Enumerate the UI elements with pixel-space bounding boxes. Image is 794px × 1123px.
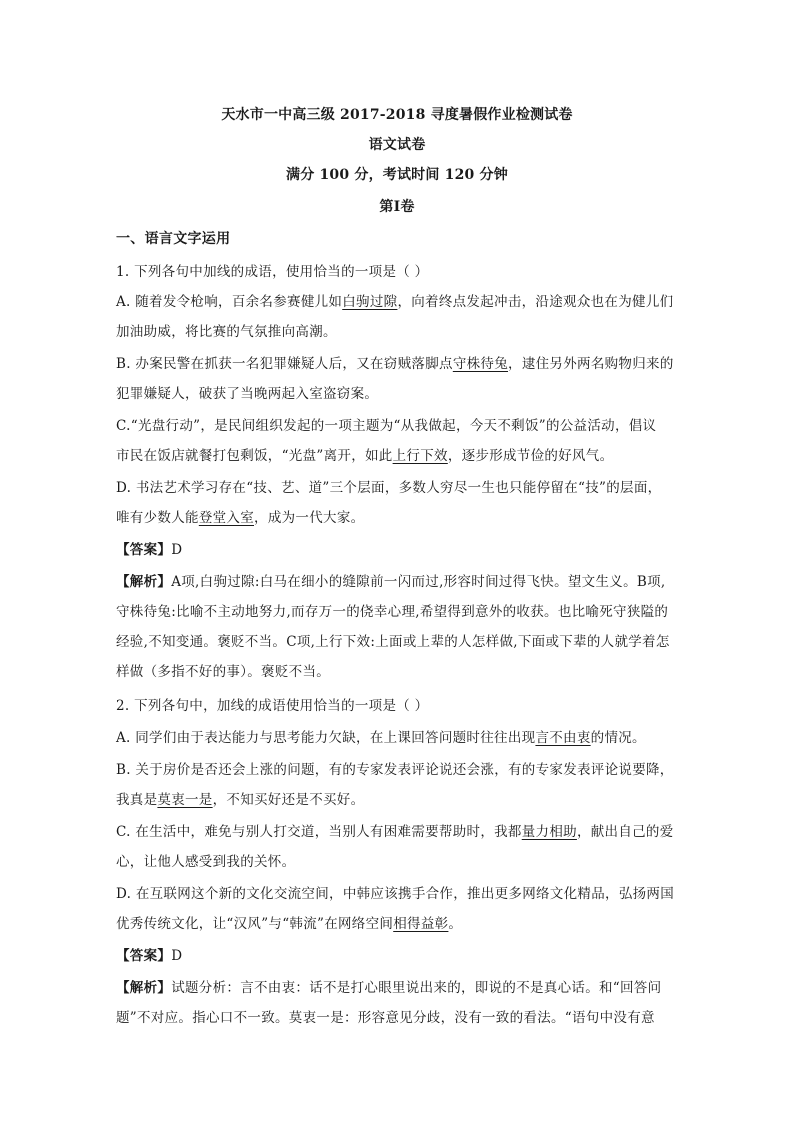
q2-option-b: B. 关于房价是否还会上涨的问题，有的专家发表评论说还会涨，有的专家发表评论说要降， (116, 762, 674, 778)
underlined-idiom: 相得益彰 (393, 916, 449, 932)
answer-value: D (171, 948, 183, 964)
q1-analysis-cont: 经验,不知变通。褒贬不当。C项,上行下效:上面或上辈的人怎样做,下面或下辈的人就学着怎 (116, 634, 670, 650)
answer-value: D (171, 542, 183, 558)
q1-option-c-cont (116, 444, 682, 464)
text: A. 随着发令枪响，百余名参赛健儿如 (116, 294, 343, 310)
exam-subtitle: 语文试卷 (368, 137, 426, 153)
underlined-idiom: 言不由衷 (535, 730, 591, 746)
question-1-stem: 1. 下列各句中加线的成语，使用恰当的一项是（ ） (116, 264, 429, 280)
q2-answer (116, 944, 682, 964)
underlined-idiom: 守株待兔 (452, 356, 509, 372)
q2-option-a (116, 726, 682, 746)
text: ，逮住另外两名购物归来的 (508, 356, 674, 372)
q2-analysis-cont: 题”不对应。指心口不一致。莫衷一是：形容意见分歧，没有一致的看法。“语句中没有意 (116, 1010, 655, 1026)
text: 我真是 (116, 792, 158, 808)
text: 。 (448, 916, 463, 932)
q1-option-b-cont: 犯罪嫌疑人，破获了当晚两起入室盗窃案。 (116, 386, 379, 402)
exam-title: 天水市一中高三级 2017-2018 寻度暑假作业检测试卷 (221, 107, 573, 123)
text: 优秀传统文化，让“汉风”与“韩流”在网络空间 (116, 916, 394, 932)
text: ，献出自己的爱 (576, 824, 674, 840)
text: ，向着终点发起冲击，沿途观众也在为健儿们 (397, 294, 674, 310)
text: 唯有少数人能 (116, 510, 199, 526)
q1-option-d: D. 书法艺术学习存在“技、艺、道”三个层面，多数人穷尽一生也只能停留在“技”的层面， (116, 480, 662, 496)
text: C. 在生活中，难免与别人打交道，当别人有困难需要帮助时，我都 (116, 824, 522, 840)
text: B. 办案民警在抓获一名犯罪嫌疑人后，又在窃贼落脚点 (116, 356, 453, 372)
exam-info: 满分 100 分，考试时间 120 分钟 (286, 167, 508, 183)
q1-analysis-cont: 守株待兔:比喻不主动地努力,而存万一的侥幸心理,希望得到意外的收获。也比喻死守狭隘的 (116, 604, 669, 620)
underlined-idiom: 莫衷一是 (157, 792, 213, 808)
q1-analysis (116, 570, 682, 590)
q2-option-d-cont (116, 912, 682, 932)
q1-option-d-cont (116, 506, 682, 526)
q1-option-b (116, 352, 682, 372)
analysis-label: 【解析】 (116, 574, 172, 590)
text: 市民在饭店就餐打包剩饭，“光盘”离开，如此 (116, 448, 393, 464)
q1-option-c: C.“光盘行动”，是民间组织发起的一项主题为“从我做起，今天不剩饭”的公益活动，倡议 (116, 418, 657, 434)
underlined-idiom: 白驹过隙 (342, 294, 398, 310)
q1-option-a (116, 290, 682, 310)
text: ，成为一代大家。 (254, 510, 365, 526)
q2-option-c (116, 820, 682, 840)
q2-analysis (116, 976, 682, 996)
answer-label: 【答案】 (116, 948, 172, 964)
question-2-stem: 2. 下列各句中，加线的成语使用恰当的一项是（ ） (116, 698, 429, 714)
section-heading: 一、语言文字运用 (116, 231, 231, 247)
q1-analysis-cont: 样做（多指不好的事）。褒贬不当。 (116, 664, 331, 680)
text: A. 同学们由于表达能力与思考能力欠缺，在上课回答问题时往往出现 (116, 730, 536, 746)
q2-option-b-cont (116, 788, 682, 808)
q2-option-c-cont: 心，让他人感受到我的关怀。 (116, 854, 296, 870)
text: 的情况。 (590, 730, 646, 746)
underlined-idiom: 登堂入室 (198, 510, 255, 526)
answer-label: 【答案】 (116, 542, 172, 558)
text: ，不知买好还是不买好。 (212, 792, 365, 808)
q1-answer (116, 538, 682, 558)
underlined-idiom: 上行下效 (392, 448, 448, 464)
text: A项,白驹过隙:白马在细小的缝隙前一闪而过,形容时间过得飞快。望文生义。B项, (171, 574, 666, 590)
volume-heading: 第Ⅰ卷 (379, 199, 415, 215)
q2-option-d: D. 在互联网这个新的文化交流空间，中韩应该携手合作，推出更多网络文化精品，弘扬两国 (116, 886, 675, 902)
analysis-label: 【解析】 (116, 980, 172, 996)
underlined-idiom: 量力相助 (521, 824, 577, 840)
text: ，逐步形成节俭的好风气。 (447, 448, 614, 464)
q1-option-a-cont: 加油助威，将比赛的气氛推向高潮。 (116, 324, 337, 340)
text: 试题分析：言不由衷：话不是打心眼里说出来的，即说的不是真心话。和“回答问 (171, 980, 662, 996)
